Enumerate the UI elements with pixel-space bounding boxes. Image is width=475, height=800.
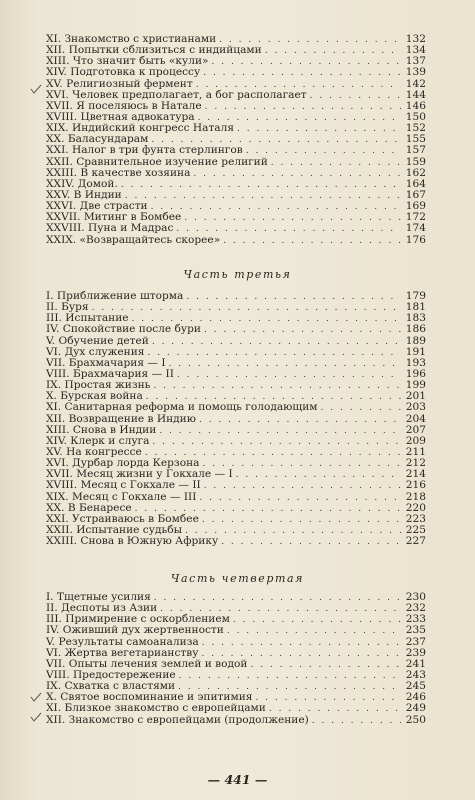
dot-leader [125,191,401,202]
toc-entry-title: I. Приближение шторма [46,290,184,302]
toc-entry-title: XVI. Человек предполагает, а бог располагает [46,88,307,101]
toc-entry-page: 201 [405,390,426,403]
dot-leader [255,693,401,704]
toc-entry-title: XV. Религиозный фермент [46,77,193,90]
toc-entry-page: 169 [405,200,426,213]
toc-entry-title: XVIII. Цветная адвокатура [46,110,195,123]
toc-entry-page: 212 [405,457,426,470]
dot-leader [312,716,401,727]
toc-entry-page: 144 [405,88,426,101]
toc-entry-title: XIV. Клерк и слуга [46,434,150,447]
dot-leader [152,437,401,448]
toc-entry-page: 162 [405,166,426,179]
toc-entry [46,492,426,503]
toc-entry-page: 204 [405,412,426,425]
toc-part-two-tail [46,34,426,246]
toc-entry-title: IV. Спокойствие после бури [46,323,201,336]
dot-leader [221,537,401,548]
dot-leader [202,515,401,526]
toc-entry-page: 209 [405,434,426,447]
dot-leader [152,337,401,348]
toc-entry-page: 233 [405,613,426,626]
dot-leader [227,626,401,637]
page-number: — 441 — [207,772,268,787]
toc-entry-page: 241 [405,657,426,670]
toc-entry-title: XI. Знакомство с христианами [46,33,217,45]
dot-leader [205,102,401,113]
toc-entry-title: XII. Попытки сблизиться с индийцами [46,44,262,57]
dot-leader [310,91,401,102]
dot-leader [153,381,401,392]
dot-leader [321,403,401,414]
dot-leader [151,202,401,213]
toc-entry [46,67,426,78]
toc-entry-page: 152 [405,122,426,135]
toc-entry-page: 159 [405,155,426,168]
toc-entry-page: 203 [405,401,426,414]
toc-entry-title: VII. Опыты лечения землей и водой [46,657,248,670]
toc-entry-page: 139 [405,66,426,79]
dot-leader [184,213,401,224]
dot-leader [236,470,401,481]
toc-entry-page: 164 [405,177,426,190]
toc-entry-page: 134 [405,44,426,57]
toc-entry-title: XXI. Устраиваюсь в Бомбее [46,512,199,525]
toc-entry-title: III. Примирение с оскорблением [46,613,230,626]
toc-part-three [46,291,426,547]
toc-entry-title: XX. Баласундарам [46,133,149,146]
toc-entry-title: VIII. Брахмачария — II [46,367,174,380]
dot-leader [223,236,401,247]
toc-entry-title: V. Результаты самоанализа [46,635,199,648]
toc-entry-page: 181 [405,301,426,314]
part-three-heading: Часть третья [183,268,292,281]
dot-leader [147,348,401,359]
toc-entry-page: 211 [405,445,426,458]
toc-entry-page: 150 [405,110,426,123]
toc-entry-title: XXIII. В качестве хозяина [46,166,191,179]
dot-leader [204,481,401,492]
toc-entry-title: X. Святое воспоминание и эпитимия [46,691,253,704]
dot-leader [193,169,401,180]
toc-entry-page: 157 [405,144,426,157]
toc-entry-title: XVII. Месяц жизни у Гокхале — I [46,468,233,481]
toc-entry-page: 230 [405,591,426,603]
toc-entry-page: 142 [405,77,426,90]
toc-entry-title: XXIII. Снова в Южную Африку [46,535,219,548]
dot-leader [204,325,401,336]
toc-entry-title: XVIII. Месяц с Гокхале — II [46,479,201,492]
toc-entry-page: 220 [405,501,426,514]
toc-entry-page: 137 [405,55,426,68]
toc-entry-page: 249 [405,702,426,715]
toc-entry-page: 183 [405,312,426,325]
toc-entry [46,625,426,636]
toc-entry-title: XII. Знакомство с европейцами (продолжение) [46,713,309,726]
toc-entry-page: 191 [405,345,426,358]
toc-entry-page: 223 [405,512,426,525]
toc-entry-page: 132 [405,33,426,45]
toc-entry-page: 246 [405,691,426,704]
toc-entry-page: 176 [405,233,426,246]
toc-entry-page: 196 [405,367,426,380]
toc-entry-title: X. Бурская война [46,390,143,403]
toc-entry [46,223,426,234]
toc-part-four [46,592,426,726]
toc-entry-title: IX. Схватка с властями [46,680,176,693]
dot-leader [169,359,401,370]
toc-entry [46,402,426,413]
toc-entry-page: 227 [405,535,426,548]
toc-entry-page: 155 [405,133,426,146]
toc-entry-title: XIV. Подготовка к процессу [46,66,201,79]
toc-entry-title: XVI. Дурбар лорда Керзона [46,457,200,470]
toc-entry-title: VII. Брахмачария — I [46,356,166,369]
dot-leader [246,146,401,157]
toc-entry-page: 146 [405,99,426,112]
toc-entry-page: 225 [405,523,426,536]
dot-leader [212,57,402,68]
toc-entry [46,480,426,491]
toc-entry-title: XIII. Что значит быть «кули» [46,55,209,68]
dot-leader [202,638,401,649]
toc-entry-page: 237 [405,635,426,648]
toc-entry-title: XXIX. «Возвращайтесь скорее» [46,233,221,246]
pencil-check-icon [30,84,42,94]
toc-entry-title: XVII. Я поселяюсь в Натале [46,99,202,112]
toc-entry-page: 193 [405,356,426,369]
toc-entry-title: VI. Жертва вегетарианству [46,646,199,659]
toc-entry-page: 250 [405,713,426,726]
toc-entry-title: VI. Дух служения [46,345,145,358]
dot-leader [159,426,401,437]
toc-entry-title: III. Испытание [46,312,129,325]
toc-entry-title: XI. Близкое знакомство с европейцами [46,702,266,715]
toc-entry [46,703,426,714]
dot-leader [177,370,401,381]
toc-entry-title: XIX. Месяц с Гокхале — III [46,490,197,503]
toc-entry-page: 179 [405,290,426,302]
toc-entry-title: IX. Простая жизнь [46,379,151,392]
toc-entry-title: XXVI. Две страсти [46,200,148,213]
dot-leader [271,158,401,169]
dot-leader [233,615,401,626]
toc-entry-title: XIII. Снова в Индии [46,423,157,436]
toc-entry-title: XI. Санитарная реформа и помощь голодающим [46,401,318,414]
dot-leader [121,180,401,191]
toc-entry-title: V. Обучение детей [46,334,149,347]
toc-entry-title: XXI. Налог в три фунта стерлингов [46,144,243,157]
toc-entry-title: XXII. Сравнительное изучение религий [46,155,268,168]
toc-entry [46,235,426,246]
toc-entry-page: 216 [405,479,426,492]
pencil-check-icon [30,692,42,702]
toc-entry [46,145,426,156]
toc-entry-page: 239 [405,646,426,659]
toc-entry-title: XXV. В Индии [46,188,122,201]
part-four-heading: Часть четвертая [170,572,305,585]
dot-leader [199,493,401,504]
dot-leader [250,660,401,671]
toc-entry-title: IV. Оживший дух жертвенности [46,624,224,637]
dot-leader [154,593,401,604]
dot-leader [237,124,401,135]
toc-entry-page: 245 [405,680,426,693]
toc-entry-title: XXII. Испытание судьбы [46,523,183,536]
toc-entry [46,536,426,547]
dot-leader [203,68,401,79]
toc-entry-title: XXIV. Домой. [46,177,118,190]
toc-entry-title: XXVII. Митинг в Бомбее [46,211,182,224]
toc-entry-title: XV. На конгрессе [46,445,142,458]
dot-leader [265,46,401,57]
toc-entry-title: XX. В Бенаресе [46,501,132,514]
toc-entry-page: 167 [405,188,426,201]
toc-entry-title: II. Деспоты из Азии [46,602,158,615]
toc-entry-title: XIX. Индийский конгресс Наталя [46,122,235,135]
toc-entry-title: VIII. Предостережение [46,668,176,681]
toc-entry-title: II. Буря [46,301,89,314]
toc-entry-title: I. Тщетные усилия [46,591,151,603]
toc-entry-page: 189 [405,334,426,347]
toc-entry [46,324,426,335]
toc-entry-page: 172 [405,211,426,224]
toc-entry-page: 243 [405,668,426,681]
toc-entry [46,715,426,726]
dot-leader [179,671,401,682]
dot-leader [92,303,401,314]
toc-entry-page: 186 [405,323,426,336]
pencil-check-icon [30,712,42,722]
toc-entry-title: XII. Возвращение в Индию [46,412,196,425]
toc-entry [46,291,426,302]
toc-entry-page: 174 [405,222,426,235]
toc-entry-title: XXVIII. Пуна и Мадрас [46,222,174,235]
toc-entry-page: 218 [405,490,426,503]
toc-entry-page: 199 [405,379,426,392]
toc-entry-page: 235 [405,624,426,637]
toc-entry-page: 214 [405,468,426,481]
dot-leader [186,292,401,303]
toc-entry-page: 207 [405,423,426,436]
dot-leader [199,415,401,426]
toc-entry-page: 232 [405,602,426,615]
